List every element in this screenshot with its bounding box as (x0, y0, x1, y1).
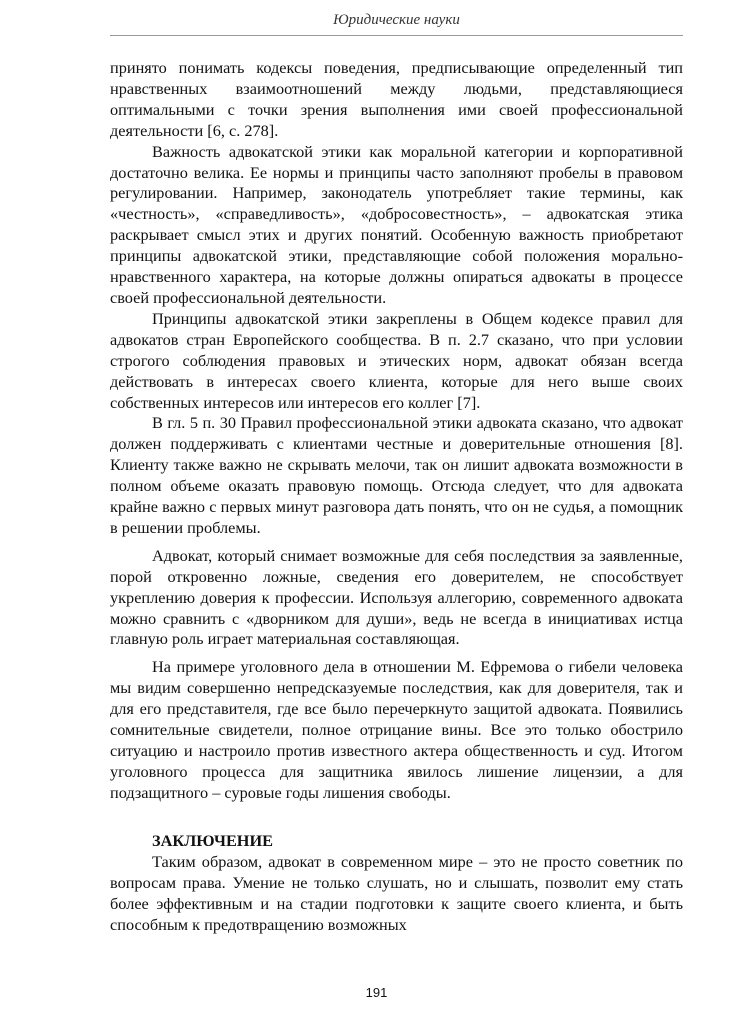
paragraph-1: принято понимать кодексы поведения, предписывающие определенный тип нравственных взаимоотношений между людьми, представляющиеся оптимальными с точки зрения выполнения ими своей профессиональной деятельности [6, с. 278]. (110, 58, 683, 140)
conclusion-paragraph: Таким образом, адвокат в современном мире – это не просто советник по вопросам права. Умение не только слушать, но и слышать, позволит ему стать более эффективным и на стадии подготовки к защите своего клиента, и быть способным к предотвращению возможных (110, 852, 683, 934)
conclusion-section (110, 852, 683, 936)
paragraph-6: На примере уголовного дела в отношении М. Ефремова о гибели человека мы видим совершенно непредсказуемые последствия, как для доверителя, так и для его представителя, где все было перечеркнуто защитой адвоката. Появились сомнительные свидетели, полное отрицание вины. Все это только обострило ситуацию и настроило против известного актера общественность и суд. Итогом уголовного процесса для защитника явилось лишение лицензии, а для подзащитного – суровые годы лишения свободы. (110, 657, 683, 802)
paragraph-5: Адвокат, который снимает возможные для себя последствия за заявленные, порой откровенно ложные, сведения его доверителем, не способствует укреплению доверия к профессии. Используя аллегорию, современного адвоката можно сравнить с «дворником для души», ведь не всегда в инициативах истца главную роль играет материальная составляющая. (110, 545, 683, 649)
paragraph-4: В гл. 5 п. 30 Правил профессиональной этики адвоката сказано, что адвокат должен поддерживать с клиентами честные и доверительные отношения [8]. Клиенту также важно не скрывать мелочи, так он лишит адвоката возможности в полном объеме оказать правовую помощь. Отсюда следует, что для адвоката крайне важно с первых минут разговора дать понять, что он не судья, а помощник в решении проблемы. (110, 413, 683, 537)
paragraph-3: Принципы адвокатской этики закреплены в Общем кодексе правил для адвокатов стран Европейского сообщества. В п. 2.7 сказано, что при условии строгого соблюдения правовых и этических норм, адвокат обязан всегда действовать в интересах своего клиента, которые для него выше своих собственных интересов или интересов его коллег [7]. (110, 308, 683, 412)
paragraph-2: Важность адвокатской этики как моральной категории и корпоративной достаточно велика. Ее нормы и принципы часто заполняют пробелы в правовом регулировании. Например, законодатель употребляет такие термины, как «честность», «справедливость», «добросовестность», – адвокатская этика раскрывает смысл этих и других понятий. Особенную важность приобретают принципы адвокатской этики, представляющие собой положения морально-нравственного характера, на которые должны опираться адвокаты в процессе своей профессиональной деятельности. (110, 141, 683, 307)
conclusion-heading: ЗАКЛЮЧЕНИЕ (152, 831, 273, 850)
page-number: 191 (365, 985, 388, 1000)
running-header: Юридические науки (333, 12, 460, 28)
body-text (110, 58, 683, 804)
header-divider (110, 35, 683, 36)
